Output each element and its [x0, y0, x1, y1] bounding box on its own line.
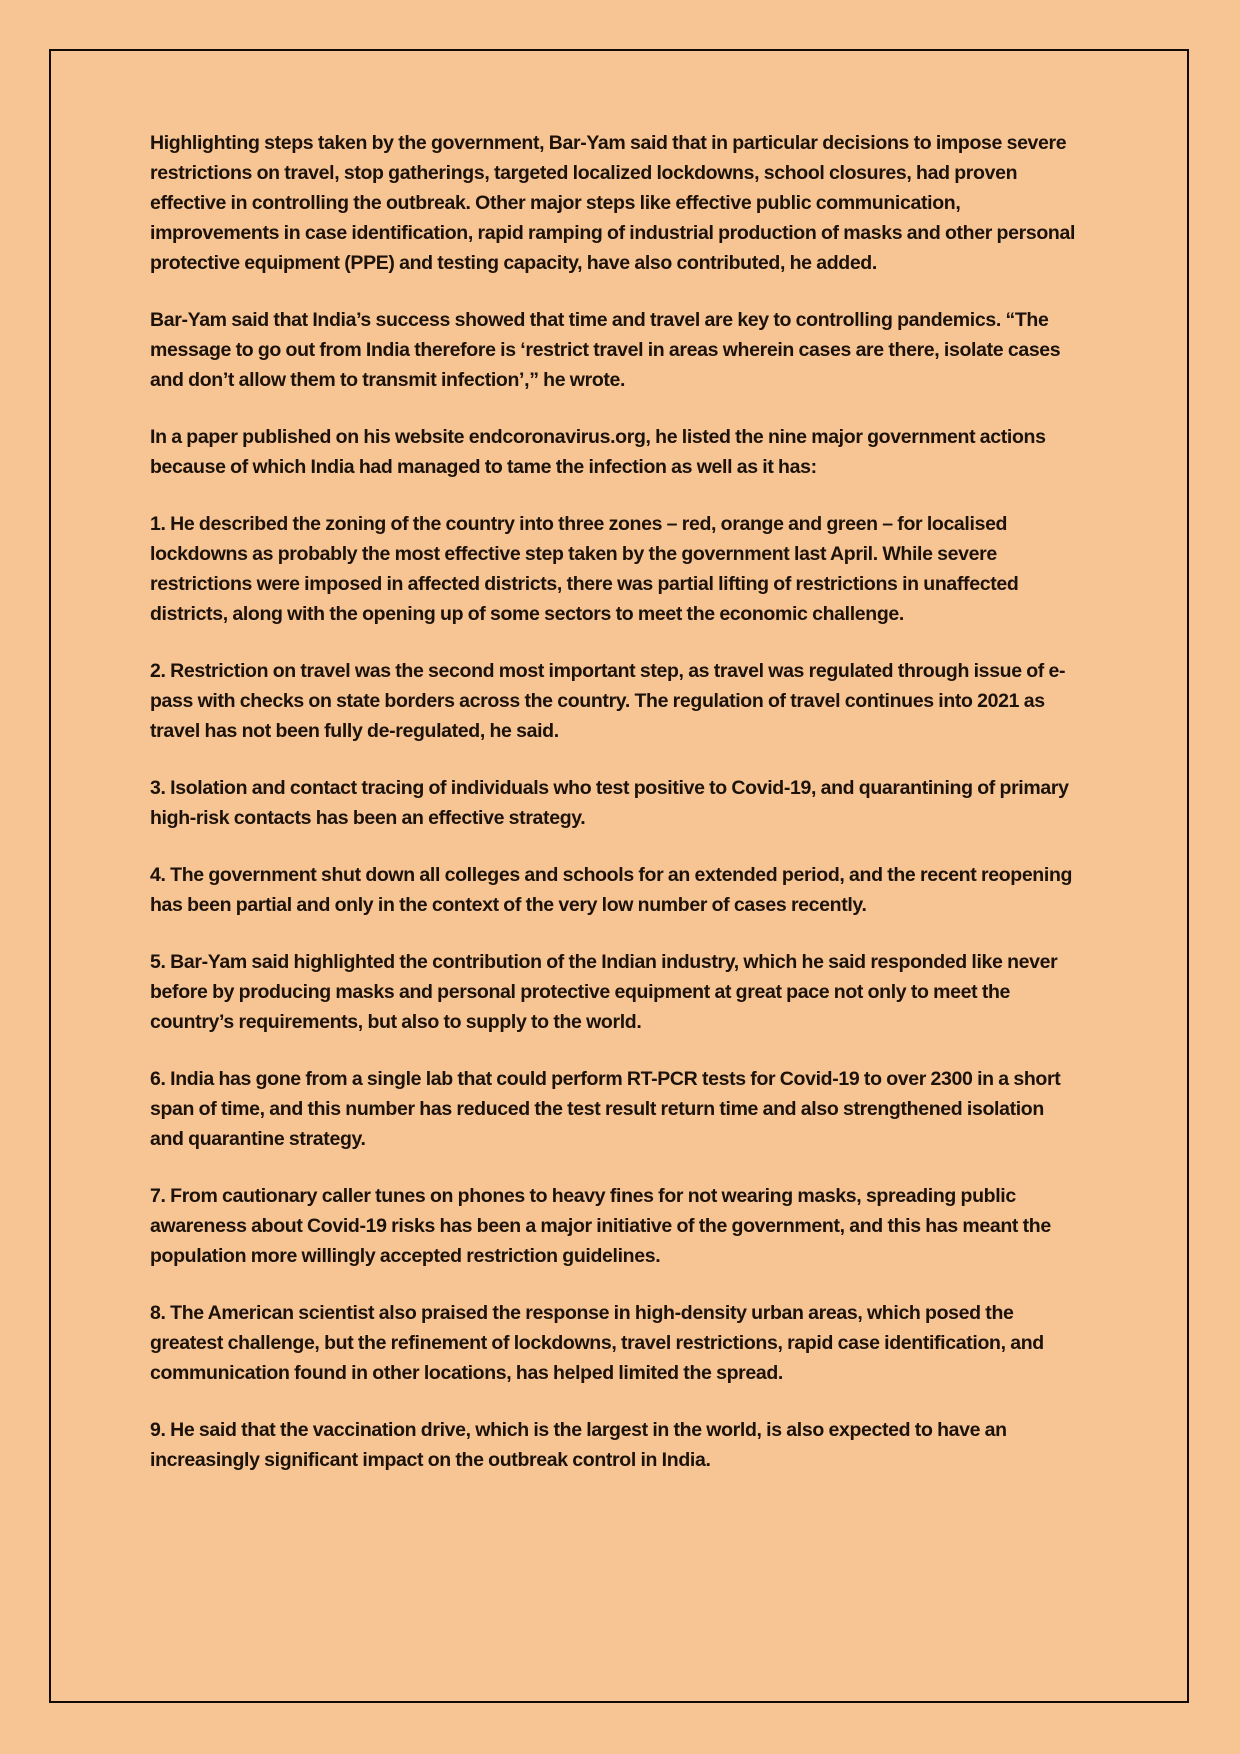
list-item-1-zoning: 1. He described the zoning of the country into three zones – red, orange and green – for localised lockdowns as probably the most effective step taken by the government last April. While severe restrictions were imposed in affected districts, there was partial lifting of restrictions in unaffected districts, along with the opening up of some sectors to meet the economic challenge.: [150, 513, 1019, 625]
list-item-3-isolation-tracing: 3. Isolation and contact tracing of individuals who test positive to Covid-19, and quarantining of primary high-risk contacts has been an effective strategy.: [150, 777, 1069, 829]
list-item-5-indian-industry: 5. Bar-Yam said highlighted the contribution of the Indian industry, which he said responded like never before by producing masks and personal protective equipment at great pace not only to meet the country’s requirements, but also to supply to the world.: [150, 951, 1058, 1033]
list-item-6-rtpcr-labs: 6. India has gone from a single lab that could perform RT-PCR tests for Covid-19 to over 2300 in a short span of time, and this number has reduced the test result return time and also strengthened isolation and quarantine strategy.: [150, 1068, 1061, 1150]
paragraph-intro-government-steps: Highlighting steps taken by the government, Bar-Yam said that in particular decisions to impose severe restrictions on travel, stop gatherings, targeted localized lockdowns, school closures, had proven effective in controlling the outbreak. Other major steps like effective public communication, improvements in case identification, rapid ramping of industrial production of masks and other personal protective equipment (PPE) and testing capacity, have also contributed, he added.: [150, 132, 1076, 274]
paragraph-india-success-quote: Bar-Yam said that India’s success showed that time and travel are key to controlling pandemics. “The message to go out from India therefore is ‘restrict travel in areas wherein cases are there, isolate cases and don’t allow them to transmit infection’,” he wrote.: [150, 309, 1061, 391]
list-item-7-public-awareness: 7. From cautionary caller tunes on phones to heavy fines for not wearing masks, spreading public awareness about Covid-19 risks has been a major initiative of the government, and this has meant the population more willingly accepted restriction guidelines.: [150, 1185, 1051, 1267]
list-item-2-travel-restriction: 2. Restriction on travel was the second most important step, as travel was regulated through issue of e-pass with checks on state borders across the country. The regulation of travel continues into 2021 as travel has not been fully de-regulated, he said.: [150, 660, 1066, 742]
list-item-8-urban-areas: 8. The American scientist also praised the response in high-density urban areas, which posed the greatest challenge, but the refinement of lockdowns, travel restrictions, rapid case identification, and communication found in other locations, has helped limited the spread.: [150, 1302, 1044, 1384]
article-body: [150, 128, 1082, 1502]
list-item-9-vaccination-drive: 9. He said that the vaccination drive, which is the largest in the world, is also expected to have an increasingly significant impact on the outbreak control in India.: [150, 1419, 1007, 1471]
paragraph-paper-website: In a paper published on his website endcoronavirus.org, he listed the nine major government actions because of which India had managed to tame the infection as well as it has:: [150, 426, 1046, 478]
list-item-4-school-shutdown: 4. The government shut down all colleges and schools for an extended period, and the recent reopening has been partial and only in the context of the very low number of cases recently.: [150, 864, 1073, 916]
